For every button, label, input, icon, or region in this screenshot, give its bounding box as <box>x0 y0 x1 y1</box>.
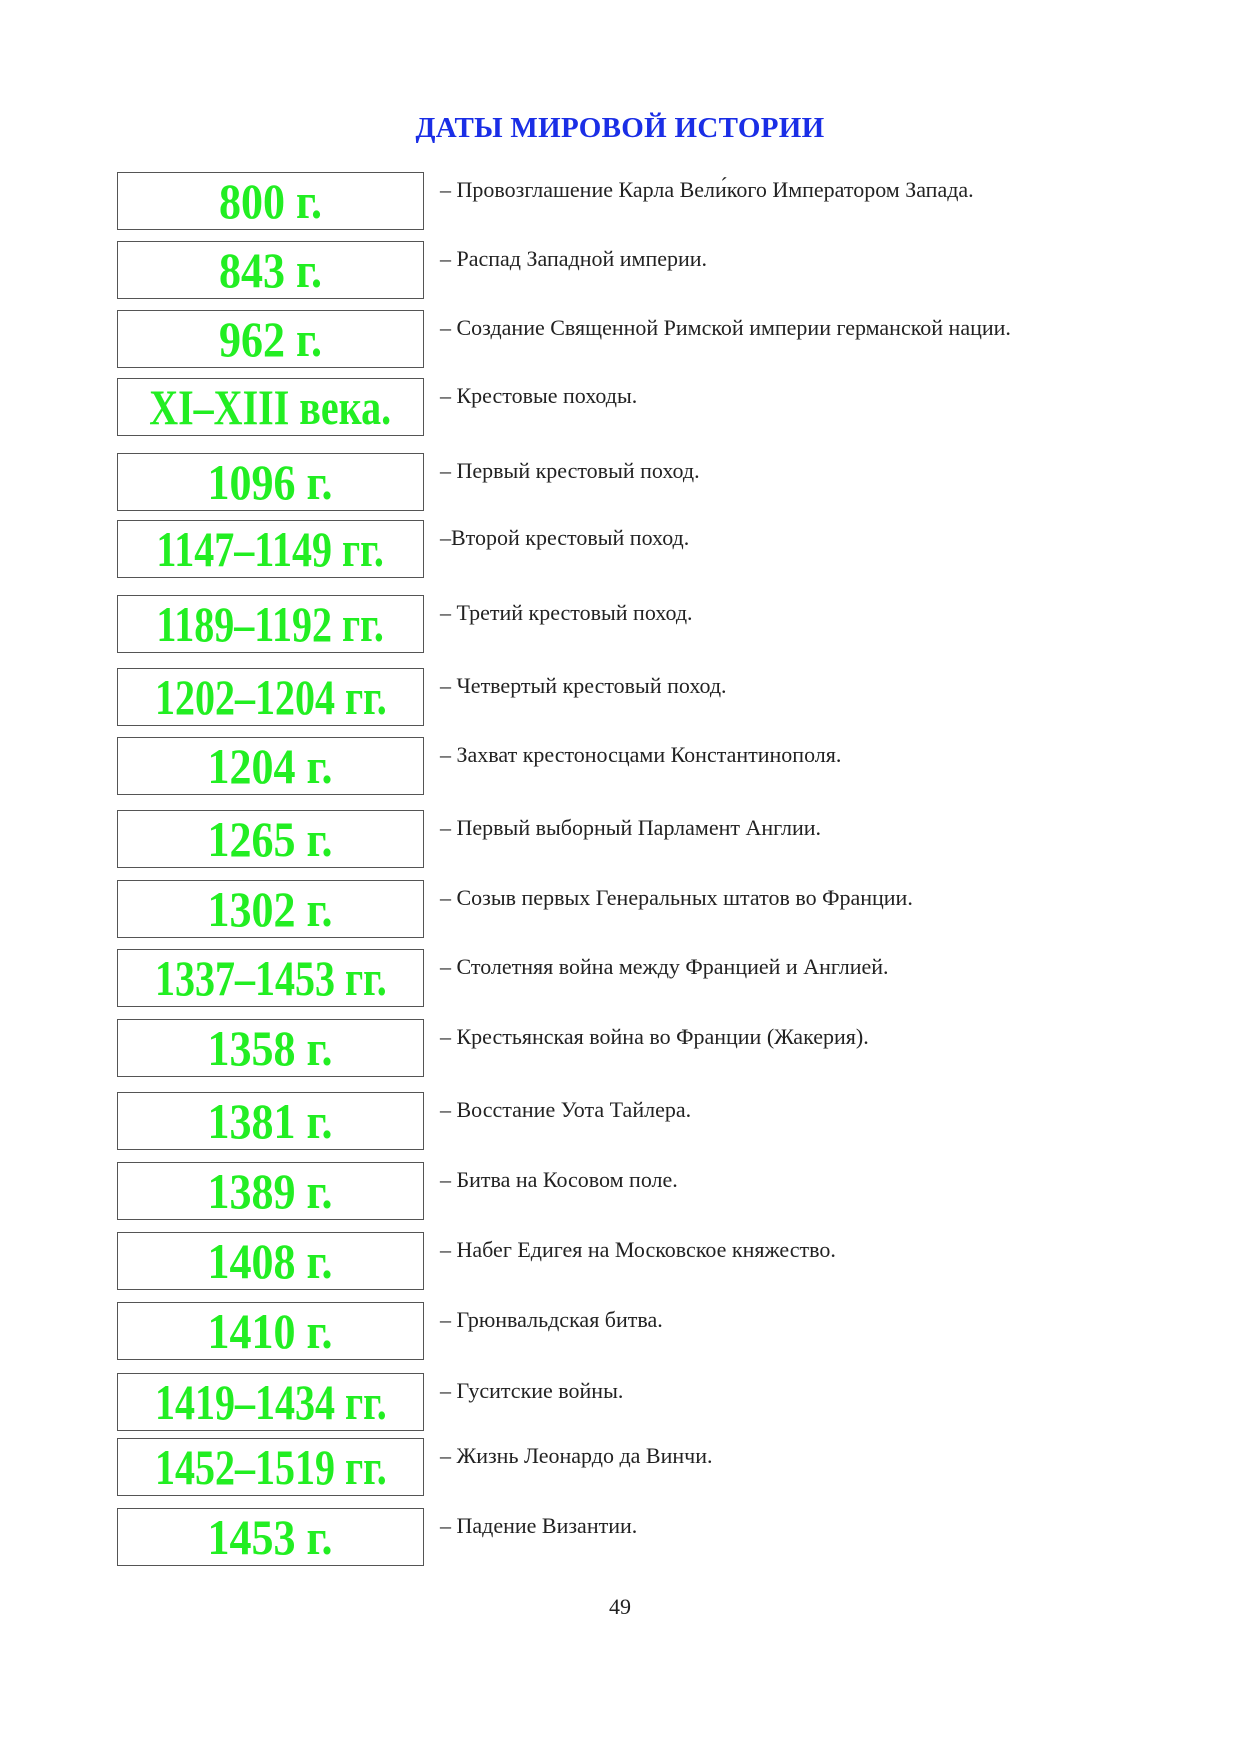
date-box <box>117 1092 424 1150</box>
date-box <box>117 453 424 511</box>
date-box <box>117 310 424 368</box>
date-label: 1096 г. <box>207 454 334 510</box>
page-title: ДАТЫ МИРОВОЙ ИСТОРИИ <box>415 112 825 144</box>
date-box <box>117 1162 424 1220</box>
date-label: 800 г. <box>218 173 323 229</box>
event-description: – Набег Едигея на Московское княжество. <box>440 1237 836 1262</box>
date-box <box>117 241 424 299</box>
date-label: 1337–1453 гг. <box>154 950 387 1006</box>
event-description: – Создание Священной Римской империи германской нации. <box>440 315 1011 340</box>
date-label: 843 г. <box>218 242 323 298</box>
date-box <box>117 172 424 230</box>
date-label: 1408 г. <box>207 1233 334 1289</box>
event-description: – Первый выборный Парламент Англии. <box>440 815 822 840</box>
date-box <box>117 378 424 436</box>
date-box <box>117 668 424 726</box>
date-label: 1419–1434 гг. <box>154 1374 387 1430</box>
date-box <box>117 1438 424 1496</box>
event-description: – Битва на Косовом поле. <box>440 1167 678 1192</box>
date-box <box>117 737 424 795</box>
date-label: 1410 г. <box>207 1303 334 1359</box>
date-label: 1302 г. <box>207 881 334 937</box>
event-description: – Провозглашение Карла Вели́кого Императором Запада. <box>440 177 974 202</box>
date-box <box>117 810 424 868</box>
event-description: – Грюнвальдская битва. <box>440 1307 663 1332</box>
date-label: 1452–1519 гг. <box>154 1439 387 1495</box>
date-box <box>117 880 424 938</box>
event-description: – Столетняя война между Францией и Англией. <box>440 954 889 979</box>
date-label: XI–XIII века. <box>149 379 392 435</box>
date-label: 1147–1149 гг. <box>156 521 385 577</box>
date-label: 1358 г. <box>207 1020 334 1076</box>
date-label: 1381 г. <box>207 1093 334 1149</box>
date-label: 1204 г. <box>207 738 334 794</box>
event-description: – Восстание Уота Тайлера. <box>440 1097 692 1122</box>
date-box <box>117 1302 424 1360</box>
event-description: – Четвертый крестовый поход. <box>440 673 727 698</box>
date-box <box>117 1373 424 1431</box>
date-box <box>117 520 424 578</box>
date-label: 1453 г. <box>207 1509 334 1565</box>
date-box <box>117 595 424 653</box>
date-label: 1202–1204 гг. <box>154 669 387 725</box>
event-description: – Распад Западной империи. <box>440 246 708 271</box>
event-description: – Жизнь Леонардо да Винчи. <box>440 1443 713 1468</box>
date-box <box>117 1508 424 1566</box>
date-box <box>117 1019 424 1077</box>
event-description: – Падение Византии. <box>440 1513 638 1538</box>
event-description: – Крестовые походы. <box>440 383 638 408</box>
event-description: – Первый крестовый поход. <box>440 458 700 483</box>
event-description: – Созыв первых Генеральных штатов во Франции. <box>440 885 913 910</box>
event-description: – Третий крестовый поход. <box>440 600 693 625</box>
event-description: – Гуситские войны. <box>440 1378 624 1403</box>
event-description: –Второй крестовый поход. <box>440 525 690 550</box>
date-box <box>117 949 424 1007</box>
date-label: 1189–1192 гг. <box>156 596 385 652</box>
date-box <box>117 1232 424 1290</box>
date-label: 962 г. <box>218 311 323 367</box>
date-label: 1265 г. <box>207 811 334 867</box>
event-description: – Захват крестоносцами Константинополя. <box>440 742 842 767</box>
page-number: 49 <box>609 1594 631 1619</box>
date-label: 1389 г. <box>207 1163 334 1219</box>
event-description: – Крестьянская война во Франции (Жакерия). <box>440 1024 869 1049</box>
